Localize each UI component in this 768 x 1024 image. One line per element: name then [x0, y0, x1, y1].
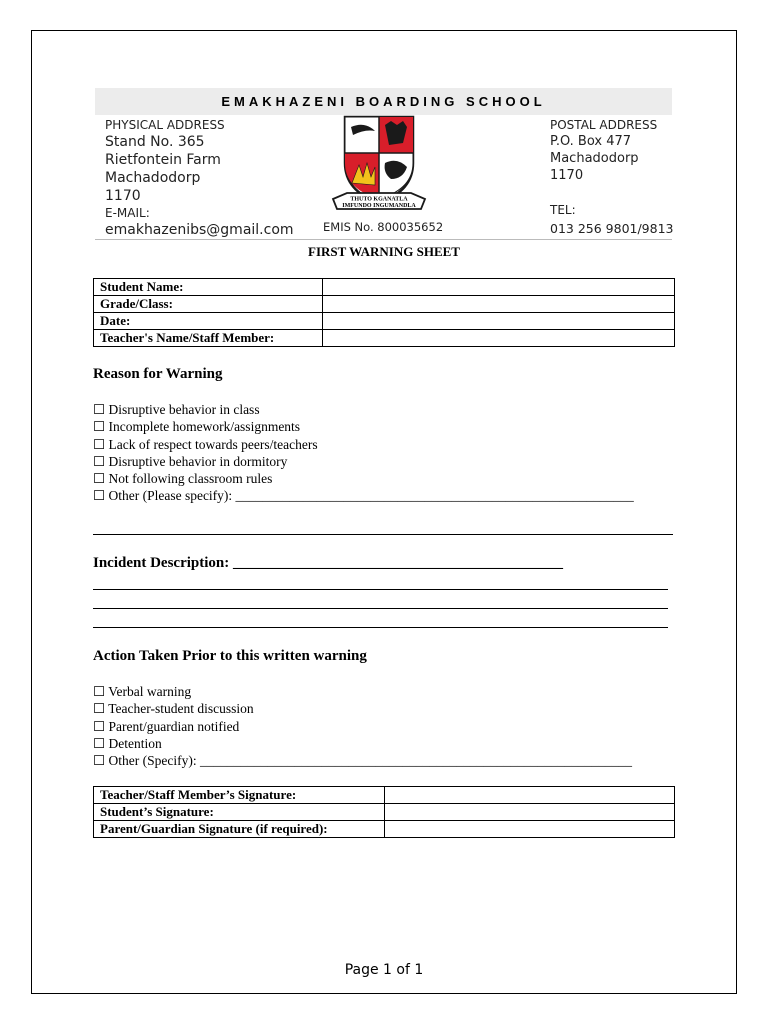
tel-value: 013 256 9801/9813	[550, 221, 674, 236]
table-row	[94, 821, 675, 838]
physical-address-line: Rietfontein Farm	[105, 152, 221, 168]
student-info-table	[93, 278, 675, 347]
physical-address-block	[105, 117, 294, 239]
incident-blank-line[interactable]	[93, 608, 668, 609]
email-label: E-MAIL:	[105, 206, 150, 220]
incident-heading: Incident Description: ____________________________________________	[93, 555, 563, 571]
action-option-discussion[interactable]: ☐ Teacher-student discussion	[93, 701, 254, 717]
postal-address-line: Machadodorp	[550, 151, 639, 166]
reason-options	[93, 401, 634, 505]
grade-class-field[interactable]	[323, 296, 675, 313]
page-number: Page 1 of 1	[344, 962, 424, 978]
physical-address-line: Stand No. 365	[105, 134, 205, 150]
reason-heading: Reason for Warning	[93, 366, 223, 382]
field-label: Teacher's Name/Staff Member:	[94, 330, 323, 347]
header-divider	[95, 239, 672, 240]
physical-address-line: Machadodorp	[105, 170, 201, 186]
school-name-banner: EMAKHAZENI BOARDING SCHOOL	[95, 88, 672, 115]
incident-blank-line[interactable]	[93, 627, 668, 628]
field-label: Date:	[94, 313, 323, 330]
crest-motto-line-2: IMFUNDO INGUMANDLA	[342, 203, 416, 209]
signature-label: Student’s Signature:	[94, 804, 385, 821]
emis-number: EMIS No. 800035652	[323, 220, 444, 234]
table-row	[94, 279, 675, 296]
teacher-signature-field[interactable]	[385, 787, 675, 804]
table-row	[94, 804, 675, 821]
date-field[interactable]	[323, 313, 675, 330]
signature-label: Parent/Guardian Signature (if required):	[94, 821, 385, 838]
signature-label: Teacher/Staff Member’s Signature:	[94, 787, 385, 804]
reason-option-lack-of-respect[interactable]: ☐ Lack of respect towards peers/teachers	[93, 436, 318, 452]
email-value: emakhazenibs@gmail.com	[105, 222, 294, 238]
action-heading: Action Taken Prior to this written warning	[93, 648, 367, 664]
incident-blank-line[interactable]	[93, 589, 668, 590]
action-option-verbal-warning[interactable]: ☐ Verbal warning	[93, 684, 192, 699]
postal-address-block	[550, 117, 657, 184]
postal-address-label: POSTAL ADDRESS	[550, 118, 658, 132]
signature-table	[93, 786, 675, 838]
table-row	[94, 330, 675, 347]
reason-option-disruptive-class[interactable]: ☐ Disruptive behavior in class	[93, 402, 260, 417]
school-crest-logo	[325, 113, 433, 221]
action-option-other[interactable]: ☐ Other (Specify): ________________________________________________________________	[93, 753, 632, 769]
document-title: FIRST WARNING SHEET	[308, 244, 460, 259]
student-signature-field[interactable]	[385, 804, 675, 821]
table-row	[94, 787, 675, 804]
table-row	[94, 296, 675, 313]
physical-address-line: 1170	[105, 188, 141, 204]
postal-address-line: P.O. Box 477	[550, 134, 632, 149]
postal-address-line: 1170	[550, 168, 584, 183]
action-option-parent-notified[interactable]: ☐ Parent/guardian notified	[93, 718, 240, 734]
reason-option-other[interactable]: ☐ Other (Please specify): ___________________________________________________________	[93, 488, 634, 504]
table-row	[94, 313, 675, 330]
student-name-field[interactable]	[323, 279, 675, 296]
action-option-detention[interactable]: ☐ Detention	[93, 735, 162, 751]
reason-blank-line[interactable]	[93, 534, 673, 535]
physical-address-label: PHYSICAL ADDRESS	[105, 118, 225, 132]
field-label: Grade/Class:	[94, 296, 323, 313]
tel-label: TEL:	[550, 203, 576, 217]
reason-option-disruptive-dormitory[interactable]: ☐ Disruptive behavior in dormitory	[93, 453, 288, 469]
reason-option-incomplete-homework[interactable]: ☐ Incomplete homework/assignments	[93, 419, 301, 435]
field-label: Student Name:	[94, 279, 323, 296]
reason-option-classroom-rules[interactable]: ☐ Not following classroom rules	[93, 471, 273, 487]
action-options	[93, 683, 632, 769]
teacher-name-field[interactable]	[323, 330, 675, 347]
tel-block	[550, 202, 674, 237]
parent-signature-field[interactable]	[385, 821, 675, 838]
crest-motto-line-1: THUTO KGANATLA	[350, 196, 408, 203]
